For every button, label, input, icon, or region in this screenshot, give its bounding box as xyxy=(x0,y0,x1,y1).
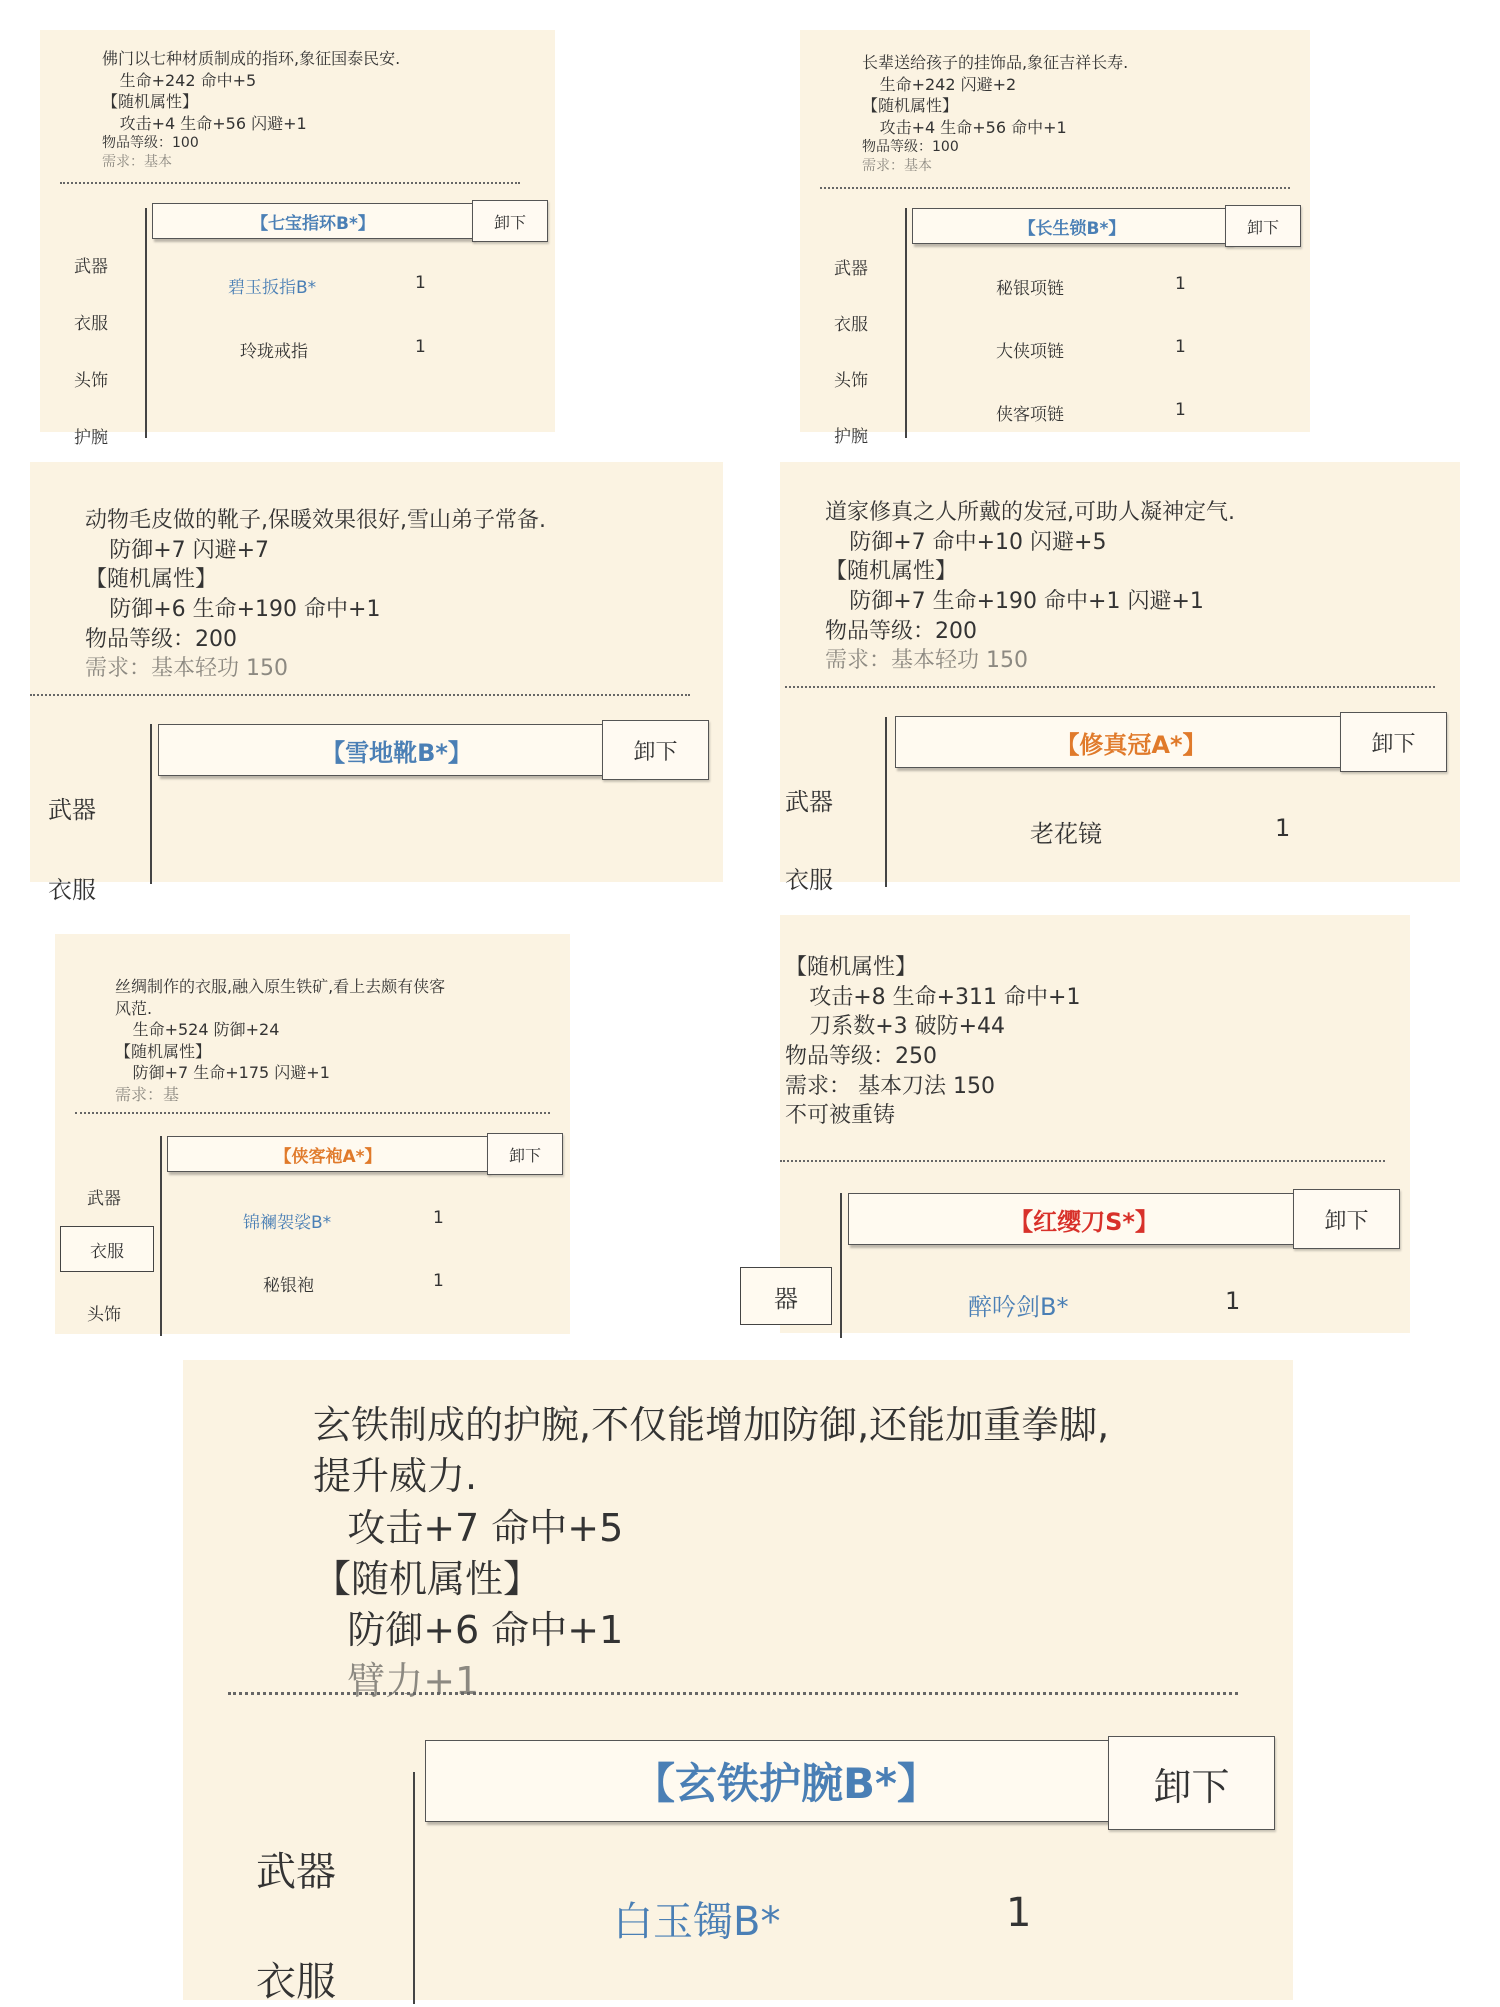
category-clothes[interactable]: 衣服 xyxy=(48,876,96,904)
list-item-qty: 1 xyxy=(433,1271,444,1291)
list-item-qty: 1 xyxy=(1175,274,1186,294)
panel-dark-iron-bracer xyxy=(183,1360,1293,2005)
list-item-name[interactable]: 侠客项链 xyxy=(996,405,1064,425)
equipped-item-title: 【侠客袍A*】 xyxy=(167,1136,489,1172)
list-item-qty: 1 xyxy=(433,1208,444,1228)
list-divider xyxy=(150,724,152,884)
category-weapon[interactable]: 武器 xyxy=(87,1189,121,1209)
category-weapon[interactable]: 武器 xyxy=(785,788,833,816)
list-item-name[interactable]: 玲珑戒指 xyxy=(240,342,308,362)
panel-cultivation-crown xyxy=(780,462,1460,894)
category-clothes[interactable]: 衣服 xyxy=(256,1959,336,2005)
item-description: 动物毛皮做的靴子,保暖效果很好,雪山弟子常备. 防御+7 闪避+7 【随机属性】 防御+6 生命+190 命中+1 物品等级：200 需求：基本轻功 150 xyxy=(85,508,546,682)
list-item-name[interactable]: 白玉镯B* xyxy=(613,1899,781,1945)
divider xyxy=(820,187,1290,189)
list-item-qty: 1 xyxy=(1175,337,1186,357)
equipped-item-title: 【七宝指环B*】 xyxy=(152,203,474,239)
list-divider xyxy=(413,1772,415,2004)
list-item-name[interactable]: 醉吟剑B* xyxy=(968,1293,1069,1321)
unequip-button[interactable]: 卸下 xyxy=(472,200,548,242)
category-weapon[interactable]: 武器 xyxy=(48,796,96,824)
list-item-qty: 1 xyxy=(1175,400,1186,420)
divider xyxy=(228,1692,1238,1695)
equipped-item-title: 【长生锁B*】 xyxy=(912,208,1232,244)
list-item-qty: 1 xyxy=(415,337,426,357)
item-description: 玄铁制成的护腕,不仅能增加防御,还能加重拳脚, 提升威力. 攻击+7 命中+5 【随机属性】 防御+6 命中+1 臂力+1 xyxy=(313,1403,1110,1704)
divider xyxy=(60,182,520,184)
divider xyxy=(75,1112,550,1114)
list-item-name[interactable]: 秘银袍 xyxy=(263,1276,314,1296)
category-clothes[interactable]: 衣服 xyxy=(60,1226,154,1272)
equipped-item-title: 【玄铁护腕B*】 xyxy=(425,1740,1147,1822)
panel-longevity-lock xyxy=(800,30,1310,447)
unequip-button[interactable]: 卸下 xyxy=(487,1133,563,1175)
list-item-qty: 1 xyxy=(1006,1890,1032,1936)
list-item-name[interactable]: 秘银项链 xyxy=(996,279,1064,299)
divider xyxy=(30,694,690,696)
panel-seven-treasure-ring xyxy=(40,30,555,448)
category-headwear[interactable]: 头饰 xyxy=(834,371,868,391)
list-item-qty: 1 xyxy=(1275,814,1291,842)
divider xyxy=(780,1160,1385,1162)
list-item-name[interactable]: 锦襕袈裟B* xyxy=(243,1213,332,1233)
list-divider xyxy=(885,717,887,887)
list-item-name[interactable]: 老花镜 xyxy=(1030,820,1102,848)
item-description: 道家修真之人所戴的发冠,可助人凝神定气. 防御+7 命中+10 闪避+5 【随机属性】 防御+7 生命+190 命中+1 闪避+1 物品等级：200 需求：基本轻功 150 xyxy=(825,500,1235,674)
category-weapon[interactable]: 器 xyxy=(740,1267,832,1325)
unequip-button[interactable]: 卸下 xyxy=(602,720,709,780)
category-wristguard[interactable]: 护腕 xyxy=(834,427,868,447)
item-description: 长辈送给孩子的挂饰品,象征吉祥长寿. 生命+242 闪避+2 【随机属性】 攻击+4 生命+56 命中+1 物品等级：100 需求：基本 xyxy=(862,53,1129,175)
equipped-item-title: 【修真冠A*】 xyxy=(895,716,1367,768)
list-divider xyxy=(840,1193,842,1338)
list-item-qty: 1 xyxy=(1225,1287,1241,1315)
item-description: 丝绸制作的衣服,融入原生铁矿,看上去颇有侠客 风范. 生命+524 防御+24 【随机属性】 防御+7 生命+175 闪避+1 需求：基 xyxy=(115,977,446,1104)
list-divider xyxy=(145,208,147,438)
item-description: 【随机属性】 攻击+8 生命+311 命中+1 刀系数+3 破防+44 物品等级：250 需求： 基本刀法 150 不可被重铸 xyxy=(785,955,1081,1129)
category-headwear[interactable]: 头饰 xyxy=(87,1305,121,1325)
category-weapon[interactable]: 武器 xyxy=(834,259,868,279)
panel-knight-robe xyxy=(55,934,570,1334)
unequip-button[interactable]: 卸下 xyxy=(1108,1736,1275,1830)
category-weapon[interactable]: 武器 xyxy=(256,1849,336,1895)
category-weapon[interactable]: 武器 xyxy=(74,257,108,277)
category-wristguard[interactable]: 护腕 xyxy=(74,428,108,448)
category-clothes[interactable]: 衣服 xyxy=(834,315,868,335)
unequip-button[interactable]: 卸下 xyxy=(1293,1189,1400,1249)
divider xyxy=(785,686,1435,688)
category-clothes[interactable]: 衣服 xyxy=(74,314,108,334)
unequip-button[interactable]: 卸下 xyxy=(1225,205,1301,247)
list-item-name[interactable]: 大侠项链 xyxy=(996,342,1064,362)
category-clothes[interactable]: 衣服 xyxy=(785,866,833,894)
panel-snow-boots xyxy=(30,462,723,904)
list-item-name[interactable]: 碧玉扳指B* xyxy=(228,278,317,298)
category-headwear[interactable]: 头饰 xyxy=(74,371,108,391)
list-divider xyxy=(905,208,907,438)
list-item-qty: 1 xyxy=(415,273,426,293)
unequip-button[interactable]: 卸下 xyxy=(1340,712,1447,772)
equipped-item-title: 【红缨刀S*】 xyxy=(848,1193,1320,1245)
equipped-item-title: 【雪地靴B*】 xyxy=(158,724,635,776)
item-description: 佛门以七种材质制成的指环,象征国泰民安. 生命+242 命中+5 【随机属性】 攻击+4 生命+56 闪避+1 物品等级：100 需求：基本 xyxy=(102,49,401,171)
panel-red-tassel-blade xyxy=(774,915,1410,1333)
list-divider xyxy=(160,1136,162,1336)
